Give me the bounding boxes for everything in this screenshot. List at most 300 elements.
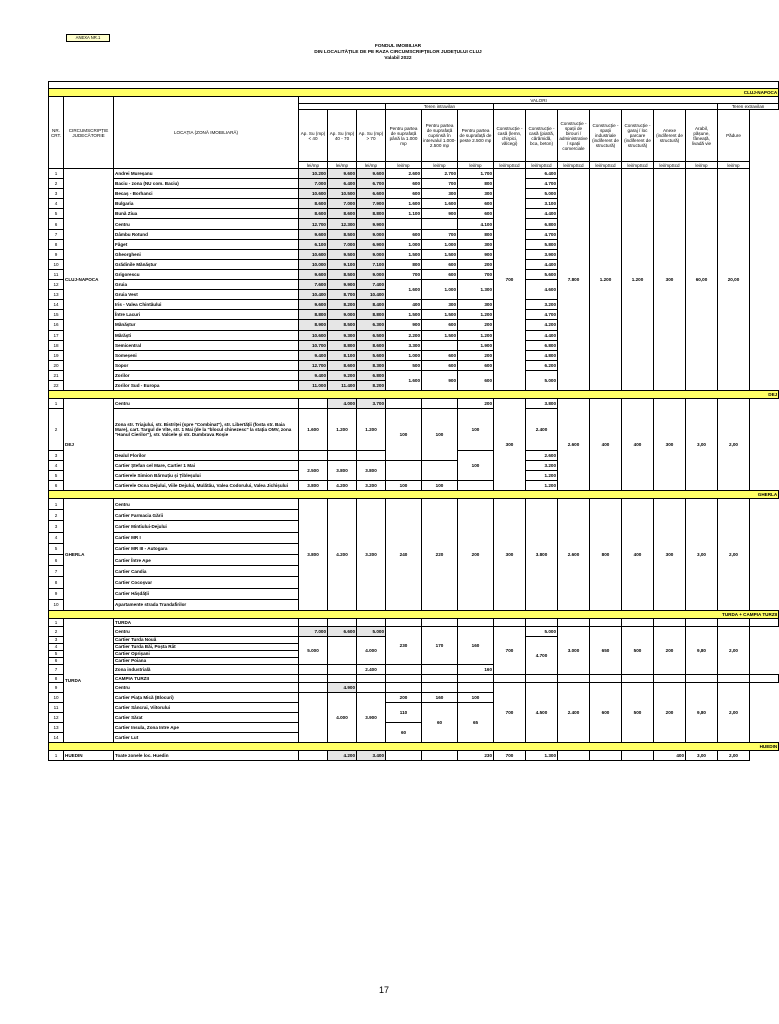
value-teren-1: 1.600	[386, 199, 422, 209]
value-ap-medium: 4.200	[328, 481, 357, 491]
row-number: 3	[49, 636, 64, 643]
value-teren-3: 300	[458, 300, 494, 310]
value-ap-large: 8.400	[357, 300, 386, 310]
value-ap-large: 7.900	[357, 199, 386, 209]
value-ap-large: 8.300	[357, 360, 386, 370]
value-ap-large: 7.400	[357, 280, 386, 290]
row-number: 2	[49, 179, 64, 189]
value-cb: 2.400	[558, 682, 590, 742]
location-name: Cartier Sărat	[114, 712, 299, 722]
value-ci	[590, 750, 622, 760]
header-unit: lei/mp	[386, 162, 422, 169]
header-unit: lei/mpScd	[590, 162, 622, 169]
header-teren-intravilan: Teren intravilan	[386, 104, 494, 110]
location-name: Bulgaria	[114, 199, 299, 209]
value-anexe: 200	[654, 682, 686, 742]
value-anexe: 200	[654, 626, 686, 674]
row-number: 11	[49, 269, 64, 279]
value-ci: 650	[590, 626, 622, 674]
header-nr: NR. CRT.	[49, 97, 64, 169]
value-ap-small: 10.200	[299, 169, 328, 179]
value-ap-large: 3.400	[357, 750, 386, 760]
value-b: 4.200	[328, 499, 357, 611]
value-teren-1: 600	[386, 229, 422, 239]
value-ap-medium: 4.000	[328, 692, 357, 742]
header-valori: VALORI	[299, 97, 779, 104]
value-teren-1: 1.000	[386, 350, 422, 360]
value-teren-3: 600	[458, 360, 494, 370]
value-ap-large: 3.900	[357, 692, 386, 742]
value-ap-large: 2.400	[357, 664, 386, 674]
location-name: Zorilor Sud - Europa	[114, 380, 299, 390]
value-cb: 2.600	[558, 499, 590, 611]
location-name: Cartier Candia	[114, 566, 299, 577]
value-ap-medium: 4.200	[328, 750, 357, 760]
value-casa-caramida: 6.400	[526, 169, 558, 179]
value-teren-1: 500	[386, 360, 422, 370]
value-teren-1: 100	[386, 481, 422, 491]
value-teren-1: 60	[386, 722, 422, 742]
row-number: 9	[49, 588, 64, 599]
value-casa-caramida: 4.600	[526, 280, 558, 300]
value-arabil: 9,80	[686, 626, 718, 674]
header-t1: Pentru partea de suprafață până la 1.000 mp	[386, 110, 422, 162]
value-ap-medium: 4.900	[328, 682, 357, 692]
value-cg	[622, 750, 654, 760]
value-ap-medium: 6.600	[328, 626, 357, 636]
value-casa-caramida: 3.200	[526, 461, 558, 471]
location-name: Cartier Piața Mică (Blocuri)	[114, 692, 299, 702]
location-name: Cartier Mintiului-Dejului	[114, 521, 299, 532]
row-number: 6	[49, 219, 64, 229]
value-cb: 7.800	[558, 169, 590, 391]
value-ap-large: 7.100	[357, 259, 386, 269]
value-teren-2	[422, 461, 458, 481]
value-ap-small: 9.600	[299, 229, 328, 239]
value-ap-large: 6.600	[357, 189, 386, 199]
value-teren-3: 600	[458, 370, 494, 390]
value-teren-2: 600	[422, 259, 458, 269]
header-padure: Pădure	[718, 110, 750, 162]
empty-cell	[558, 618, 590, 626]
value-ci: 800	[590, 499, 622, 611]
location-name: Cartier MR I	[114, 532, 299, 543]
location-name: Zona str. Triajului, str. Bistriței (spre "Combinat"), str. Libertății (fosta str. Baia Mare), cart. Targul de Vite, str. 1 Mai (de la "blocul chinezesc" la stația OMV, zona "Hanul Cierilor"), str. Valcele și str. Dumbrava Roșie	[114, 409, 299, 451]
header-circumscriptie: CIRCUMSCRIPȚIE JUDECĂTORIE	[64, 97, 114, 169]
row-number: 7	[49, 566, 64, 577]
location-name: Cartier Insula, Zona Intre Ape	[114, 722, 299, 732]
header-unit: lei/mpScd	[494, 162, 526, 169]
value-ap-medium	[328, 664, 357, 674]
location-name: Mărăști	[114, 330, 299, 340]
header-cg: Construcție - garaj / loc parcare (indiferent de structură)	[622, 110, 654, 162]
row-number: 20	[49, 360, 64, 370]
value-ap-small: 11.000	[299, 380, 328, 390]
location-name: Cartier Lut	[114, 732, 299, 742]
value-ap-medium: 8.200	[328, 300, 357, 310]
header-unit: lei/mpScd	[654, 162, 686, 169]
value-ap-large: 6.700	[357, 179, 386, 189]
row-number: 5	[49, 471, 64, 481]
row-number: 14	[49, 732, 64, 742]
value-t3: 200	[458, 499, 494, 611]
empty-cell	[750, 674, 779, 682]
value-ap-small: 7.600	[299, 280, 328, 290]
value-teren-2: 600	[422, 360, 458, 370]
row-number: 13	[49, 290, 64, 300]
value-teren-2: 160	[422, 692, 458, 702]
value-casa-caramida: 4.700	[526, 636, 558, 674]
value-teren-2: 900	[422, 209, 458, 219]
value-casa-caramida: 3.100	[526, 199, 558, 209]
value-arabil: 60,00	[686, 169, 718, 391]
value-teren-3: 200	[458, 259, 494, 269]
value-teren-3: 200	[458, 320, 494, 330]
title-line: Valabil 2022	[384, 56, 412, 61]
value-teren-1: 1.600	[386, 280, 422, 300]
value-teren-1: 230	[386, 626, 422, 664]
value-anexe: 300	[654, 499, 686, 611]
value-teren-1	[386, 750, 422, 760]
value-padure: 2,00	[718, 750, 750, 760]
value-casa-caramida: 5.000	[526, 626, 558, 636]
empty-cell	[386, 618, 422, 626]
row-number: 15	[49, 310, 64, 320]
value-teren-2: 900	[422, 370, 458, 390]
value-teren-2: 1.000	[422, 239, 458, 249]
empty-cell	[622, 618, 654, 626]
value-ap-large: 5.600	[357, 350, 386, 360]
value-ap-small: 12.700	[299, 219, 328, 229]
value-ap-medium: 8.100	[328, 350, 357, 360]
title-line: DIN LOCALITĂȚILE DE PE RAZA CIRCUMSCRIPȚIILOR JUDEȚULUI CLUJ	[314, 50, 482, 55]
location-name: Iris - Valea Chintăului	[114, 300, 299, 310]
section-header: TURDA + CAMPIA TURZII	[49, 610, 779, 618]
location-name: Cartierele Simion Bărnuțiu și Țibleșului	[114, 471, 299, 481]
value-casa-caramida: 4.700	[526, 229, 558, 239]
value-arabil: 3,00	[686, 499, 718, 611]
value-ap-small	[299, 750, 328, 760]
value-teren-2	[422, 219, 458, 229]
title-line: FONDUL IMOBILIAR	[374, 44, 422, 49]
value-casa-caramida: 1.200	[526, 471, 558, 481]
value-teren-2: 1.500	[422, 330, 458, 340]
value-teren-1: 600	[386, 189, 422, 199]
value-ap-large: 6.300	[357, 320, 386, 330]
value-cb: 2.600	[558, 399, 590, 491]
circumscriptie-name: HUEDIN	[64, 750, 114, 760]
value-cg: 400	[622, 499, 654, 611]
value-teren-1: 1.000	[386, 239, 422, 249]
header-spacer	[49, 82, 779, 89]
location-name: Zona industrială	[114, 664, 299, 674]
value-teren-3: 300	[458, 239, 494, 249]
value-teren-1	[386, 399, 422, 409]
location-name: Becaș - Borhanci	[114, 189, 299, 199]
header-anexe: Anexe (indiferent de structură)	[654, 110, 686, 162]
header-unit: lei/mp	[422, 162, 458, 169]
header-arabil: Arabil, pășune, fâneață, livadă vie	[686, 110, 718, 162]
value-teren-1: 400	[386, 300, 422, 310]
value-ap-medium: 8.500	[328, 320, 357, 330]
location-name: Centru	[114, 682, 299, 692]
header-unit: lei/mp	[328, 162, 357, 169]
location-name: Bună Ziua	[114, 209, 299, 219]
row-number: 3	[49, 521, 64, 532]
value-ci: 600	[590, 682, 622, 742]
value-teren-3: 1.300	[458, 280, 494, 300]
value-ap-medium: 4.000	[328, 399, 357, 409]
empty-cell	[328, 674, 357, 682]
row-number: 5	[49, 209, 64, 219]
value-casa-caramida: 6.800	[526, 219, 558, 229]
value-teren-1: 1.500	[386, 310, 422, 320]
empty-cell	[558, 674, 590, 682]
row-number: 12	[49, 280, 64, 290]
location-name: Centru	[114, 626, 299, 636]
value-ap-large: 9.000	[357, 229, 386, 239]
value-teren-1: 1.500	[386, 249, 422, 259]
location-name: Apartamente strada Trandafirilor	[114, 599, 299, 610]
value-cb	[558, 750, 590, 760]
row-number: 1	[49, 169, 64, 179]
value-casa-caramida: 4.700	[526, 310, 558, 320]
header-locatie: LOCAȚIA (ZONĂ IMOBILIARĂ)	[114, 97, 299, 169]
circumscriptie-name: GHERLA	[64, 499, 114, 611]
value-a: 3.800	[299, 499, 328, 611]
value-ap-medium: 9.900	[328, 280, 357, 290]
value-ap-small: 10.400	[299, 290, 328, 300]
value-casa-caramida: 3.200	[526, 300, 558, 310]
value-ap-small: 10.600	[299, 330, 328, 340]
value-c: 3.200	[357, 499, 386, 611]
empty-cell	[718, 618, 750, 626]
value-teren-2: 1.500	[422, 249, 458, 259]
header-cc1: Construcție - casă (lemn, chirpici, vălcegi)	[494, 110, 526, 162]
header-cc2: Construcție - casă (piatră, cărămidă, bca, beton)	[526, 110, 558, 162]
row-number: 5	[49, 543, 64, 554]
value-teren-2: 300	[422, 300, 458, 310]
value-teren-3: 100	[458, 409, 494, 451]
value-teren-3: 200	[458, 399, 494, 409]
value-teren-2: 1.600	[422, 199, 458, 209]
value-teren-2	[422, 340, 458, 350]
value-ap-large: 6.800	[357, 370, 386, 380]
value-teren-2: 60	[422, 702, 458, 742]
row-number: 17	[49, 330, 64, 340]
row-number: 4	[49, 199, 64, 209]
value-ap-small: 6.100	[299, 239, 328, 249]
value-teren-3: 100	[458, 451, 494, 481]
value-t1: 240	[386, 499, 422, 611]
circumscriptie-name: TURDA	[64, 618, 114, 742]
value-teren-3: 600	[458, 209, 494, 219]
location-name: Cartier Cocoșvar	[114, 577, 299, 588]
value-ap-small: 10.600	[299, 249, 328, 259]
value-teren-3: 800	[458, 179, 494, 189]
value-teren-2: 1.000	[422, 280, 458, 300]
value-teren-3: 160	[458, 626, 494, 664]
value-ap-small: 8.800	[299, 310, 328, 320]
row-number: 21	[49, 370, 64, 380]
value-teren-1	[386, 219, 422, 229]
value-ap-small: 1.600	[299, 409, 328, 451]
page-number: 17	[378, 985, 389, 995]
value-ap-medium: 1.200	[328, 409, 357, 451]
value-ap-large: 9.000	[357, 249, 386, 259]
location-name: Cartier Turda Nouă	[114, 636, 299, 643]
value-teren-2: 2.700	[422, 169, 458, 179]
value-teren-1: 600	[386, 179, 422, 189]
value-padure: 20,00	[718, 169, 750, 391]
section-header: CLUJ-NAPOCA	[49, 89, 779, 97]
value-teren-3: 900	[458, 249, 494, 259]
value-teren-3: 160	[458, 664, 494, 674]
header-t2: Pentru partea de suprafață cuprinsă în intervalul 1.000-2.500 mp	[422, 110, 458, 162]
value-casa-lemn: 300	[494, 399, 526, 491]
empty-cell	[422, 618, 458, 626]
empty-cell	[526, 618, 558, 626]
value-casa-lemn: 700	[494, 682, 526, 742]
circumscriptie-name: CLUJ-NAPOCA	[64, 169, 114, 391]
value-teren-1: 1.100	[386, 209, 422, 219]
value-casa-caramida: 3.800	[526, 399, 558, 409]
empty-cell	[357, 674, 386, 682]
value-cg: 400	[622, 399, 654, 491]
value-teren-3: 800	[458, 229, 494, 239]
value-teren-1: 100	[386, 409, 422, 461]
value-cc2: 3.800	[526, 499, 558, 611]
value-ap-medium: 9.300	[328, 330, 357, 340]
value-cg: 1.200	[622, 169, 654, 391]
location-name: Andrei Mureșanu	[114, 169, 299, 179]
value-ap-small	[299, 399, 328, 409]
empty-cell	[386, 674, 422, 682]
location-name: Sopor	[114, 360, 299, 370]
value-cg: 500	[622, 626, 654, 674]
header-ap40: Ap. Su (mp) < 40	[299, 110, 328, 162]
location-name: Semicentral	[114, 340, 299, 350]
header-unit: lei/mp	[299, 162, 328, 169]
header-unit: lei/mpScd	[622, 162, 654, 169]
value-teren-2	[422, 682, 458, 692]
location-name: Centru	[114, 399, 299, 409]
row-number: 4	[49, 643, 64, 650]
value-ap-small	[299, 664, 328, 674]
location-name: Cartier Poiana	[114, 657, 299, 664]
value-casa-lemn: 700	[494, 169, 526, 391]
value-teren-3: 230	[458, 750, 494, 760]
value-ap-medium: 7.000	[328, 199, 357, 209]
location-name: Dâmbu Rotund	[114, 229, 299, 239]
location-name: Gheorgheni	[114, 249, 299, 259]
value-ap-large: 3.700	[357, 399, 386, 409]
value-teren-2	[422, 750, 458, 760]
row-number: 9	[49, 249, 64, 259]
empty-cell	[654, 618, 686, 626]
value-ap-small: 3.800	[299, 481, 328, 491]
value-ap-medium: 12.300	[328, 219, 357, 229]
location-name: Grigorescu	[114, 269, 299, 279]
row-number: 1	[49, 750, 64, 760]
header-unit: lei/mpScd	[526, 162, 558, 169]
location-name: Făget	[114, 239, 299, 249]
empty-cell	[422, 674, 458, 682]
header-unit: lei/mpScd	[558, 162, 590, 169]
value-ap-small: 9.600	[299, 300, 328, 310]
value-teren-2: 100	[422, 481, 458, 491]
row-number: 10	[49, 259, 64, 269]
value-ap-small: 10.000	[299, 259, 328, 269]
value-ap-small: 7.000	[299, 179, 328, 189]
value-casa-caramida: 4.400	[526, 259, 558, 269]
empty-cell	[458, 618, 494, 626]
location-name: Someșeni	[114, 350, 299, 360]
value-teren-1: 700	[386, 269, 422, 279]
location-name: Centru	[114, 499, 299, 510]
value-teren-3: 600	[458, 199, 494, 209]
location-name: Zorilor	[114, 370, 299, 380]
value-ap-medium: 11.400	[328, 380, 357, 390]
value-padure: 2,00	[718, 682, 750, 742]
value-ap-small: 5.000	[299, 636, 328, 664]
value-ap-small: 10.700	[299, 340, 328, 350]
value-casa-caramida: 4.700	[526, 179, 558, 189]
value-ap-medium: 10.500	[328, 189, 357, 199]
empty-cell	[590, 618, 622, 626]
value-casa-lemn: 700	[494, 750, 526, 760]
annex-label: ANEXA NR.1	[66, 34, 110, 42]
value-ap-medium: 3.800	[328, 461, 357, 481]
header-t3: Pentru partea de suprafață de peste 2.500 mp	[458, 110, 494, 162]
value-teren-1	[386, 664, 422, 674]
value-anexe: 400	[654, 750, 686, 760]
value-teren-3: 4.100	[458, 219, 494, 229]
row-number: 8	[49, 674, 64, 682]
value-anexe: 300	[654, 169, 686, 391]
row-number: 10	[49, 599, 64, 610]
value-casa-caramida: 6.200	[526, 360, 558, 370]
row-number: 8	[49, 577, 64, 588]
value-teren-2: 300	[422, 189, 458, 199]
value-ap-medium: 9.000	[328, 310, 357, 320]
value-casa-caramida: 4.500	[526, 682, 558, 742]
value-teren-2: 100	[422, 409, 458, 461]
header-teren-extravilan: Teren extravilan	[718, 104, 779, 110]
value-ap-small	[299, 692, 328, 742]
value-ci: 400	[590, 399, 622, 491]
value-ap-large: 10.400	[357, 290, 386, 300]
empty-cell	[494, 674, 526, 682]
value-teren-2: 600	[422, 269, 458, 279]
empty-cell	[750, 618, 779, 626]
value-padure: 2,00	[718, 499, 750, 611]
header-ap70: Ap. Su (mp) > 70	[357, 110, 386, 162]
value-padure: 2,00	[718, 399, 750, 491]
location-name: Baciu - zona (NU com. Baciu)	[114, 179, 299, 189]
value-teren-1: 1.600	[386, 370, 422, 390]
empty-cell	[328, 618, 357, 626]
value-ap-medium: 8.500	[328, 229, 357, 239]
value-ap-medium: 9.500	[328, 249, 357, 259]
row-number: 16	[49, 320, 64, 330]
value-ap-small: 9.400	[299, 370, 328, 380]
row-number: 1	[49, 399, 64, 409]
empty-cell	[654, 674, 686, 682]
value-teren-1	[386, 682, 422, 692]
location-name: Dealul Florilor	[114, 451, 299, 461]
location-name: Gruia Vest	[114, 290, 299, 300]
